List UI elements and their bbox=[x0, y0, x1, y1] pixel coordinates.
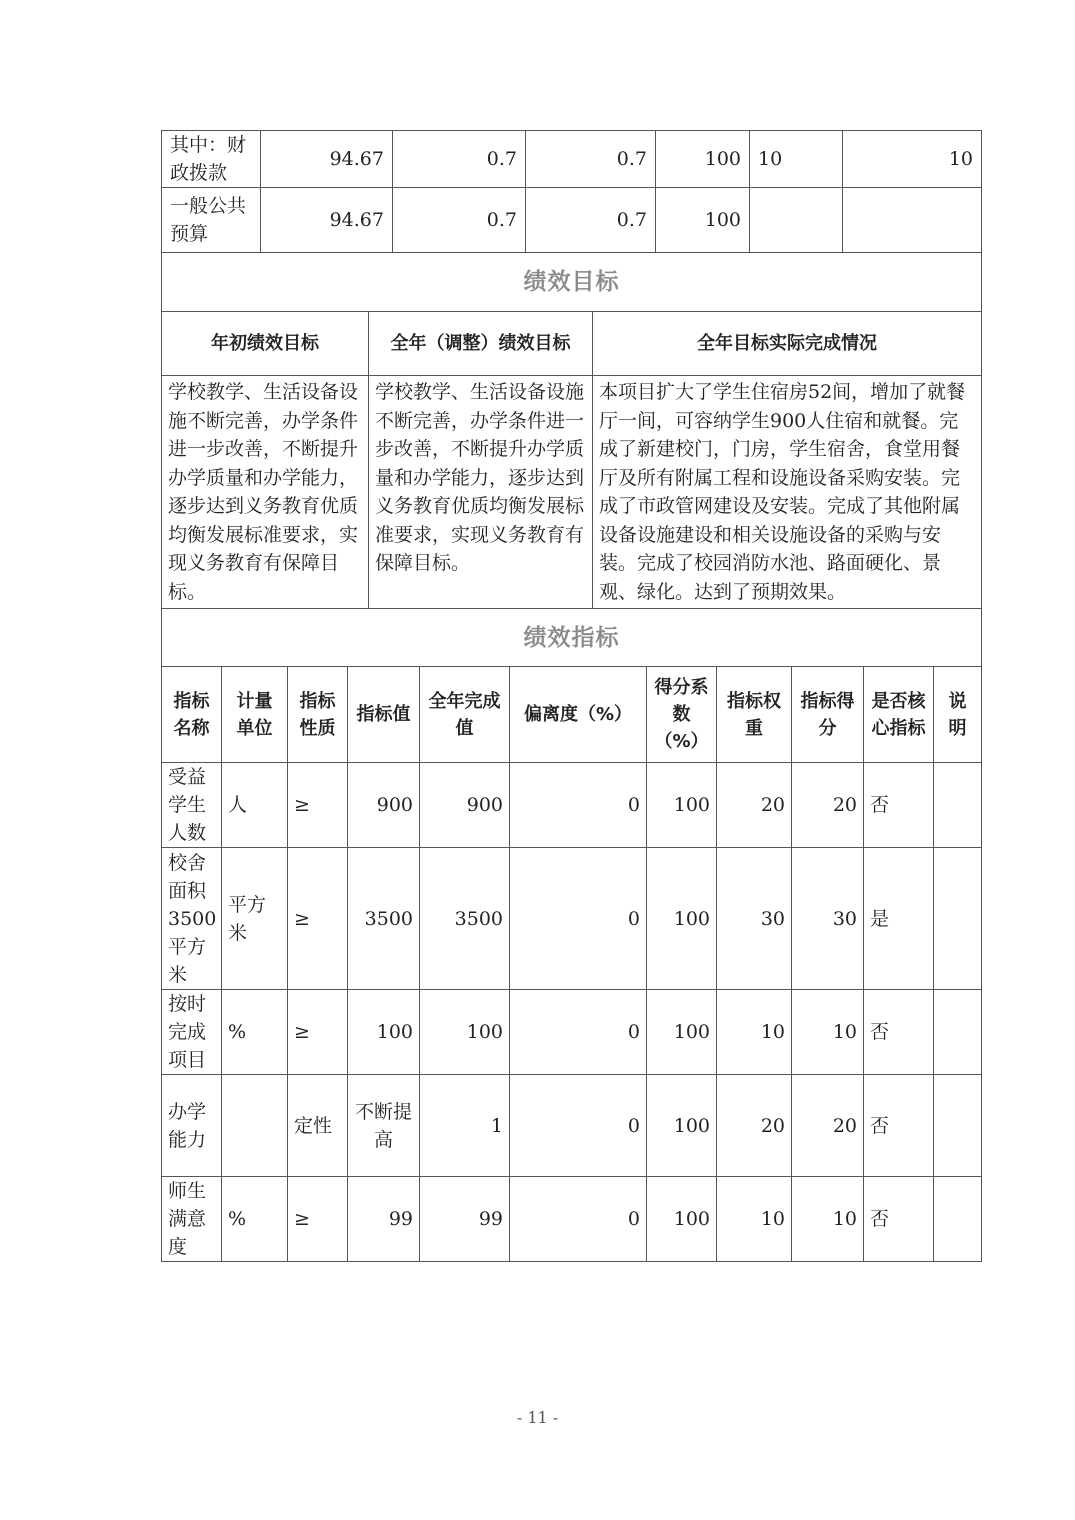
indicator-core: 否 bbox=[864, 990, 934, 1075]
indicator-unit: 人 bbox=[222, 763, 288, 848]
indicator-note bbox=[934, 990, 982, 1075]
header-indicator-name: 指标名称 bbox=[162, 667, 222, 763]
indicator-deviation: 0 bbox=[510, 1075, 647, 1177]
indicator-unit: 平方米 bbox=[222, 848, 288, 990]
header-target: 指标值 bbox=[348, 667, 420, 763]
indicator-coef: 100 bbox=[647, 763, 717, 848]
indicator-coef: 100 bbox=[647, 848, 717, 990]
indicator-actual: 99 bbox=[420, 1177, 510, 1262]
table-row bbox=[162, 848, 982, 990]
indicator-actual: 1 bbox=[420, 1075, 510, 1177]
funding-cell: 10 bbox=[750, 131, 843, 188]
performance-report bbox=[161, 130, 981, 1262]
table-row bbox=[162, 990, 982, 1075]
indicators-table bbox=[161, 608, 982, 1262]
funding-row bbox=[162, 188, 982, 253]
indicators-header-row bbox=[162, 667, 982, 763]
indicator-target: 3500 bbox=[348, 848, 420, 990]
indicator-deviation: 0 bbox=[510, 990, 647, 1075]
goals-header-adjusted: 全年（调整）绩效目标 bbox=[369, 312, 593, 376]
indicator-core: 否 bbox=[864, 1075, 934, 1177]
goals-table bbox=[161, 252, 982, 609]
funding-cell: 10 bbox=[843, 131, 982, 188]
header-core: 是否核心指标 bbox=[864, 667, 934, 763]
indicator-note bbox=[934, 1177, 982, 1262]
indicator-core: 是 bbox=[864, 848, 934, 990]
indicator-note bbox=[934, 848, 982, 990]
indicator-nature: ≥ bbox=[288, 848, 348, 990]
indicator-unit: % bbox=[222, 1177, 288, 1262]
table-row bbox=[162, 763, 982, 848]
indicator-target: 不断提高 bbox=[348, 1075, 420, 1177]
header-note: 说明 bbox=[934, 667, 982, 763]
indicator-score: 20 bbox=[792, 763, 864, 848]
indicator-target: 900 bbox=[348, 763, 420, 848]
goal-initial-text: 学校教学、生活设备设施不断完善，办学条件进一步改善，不断提升办学质量和办学能力，逐步达到义务教育优质均衡发展标准要求，实现义务教育有保障目标。 bbox=[162, 376, 369, 609]
funding-cell: 100 bbox=[656, 131, 750, 188]
indicator-actual: 100 bbox=[420, 990, 510, 1075]
indicator-score: 10 bbox=[792, 1177, 864, 1262]
indicator-actual: 900 bbox=[420, 763, 510, 848]
funding-cell: 0.7 bbox=[393, 131, 526, 188]
funding-cell bbox=[750, 188, 843, 253]
indicator-nature: 定性 bbox=[288, 1075, 348, 1177]
indicator-deviation: 0 bbox=[510, 763, 647, 848]
indicators-section-title: 绩效指标 bbox=[162, 609, 982, 667]
indicator-weight: 10 bbox=[717, 990, 792, 1075]
page-number: - 11 - bbox=[516, 1408, 559, 1427]
header-score: 指标得分 bbox=[792, 667, 864, 763]
table-row bbox=[162, 1177, 982, 1262]
funding-cell: 94.67 bbox=[261, 131, 393, 188]
indicator-name: 师生满意度 bbox=[162, 1177, 222, 1262]
header-coef: 得分系数（%） bbox=[647, 667, 717, 763]
table-row bbox=[162, 1075, 982, 1177]
indicator-nature: ≥ bbox=[288, 990, 348, 1075]
indicator-coef: 100 bbox=[647, 1075, 717, 1177]
indicator-weight: 10 bbox=[717, 1177, 792, 1262]
indicator-target: 100 bbox=[348, 990, 420, 1075]
indicator-weight: 20 bbox=[717, 1075, 792, 1177]
funding-cell: 0.7 bbox=[526, 131, 656, 188]
indicator-weight: 20 bbox=[717, 763, 792, 848]
goals-header-actual: 全年目标实际完成情况 bbox=[593, 312, 982, 376]
header-unit: 计量单位 bbox=[222, 667, 288, 763]
goals-header-initial: 年初绩效目标 bbox=[162, 312, 369, 376]
indicator-note bbox=[934, 1075, 982, 1177]
goal-adjusted-text: 学校教学、生活设备设施不断完善，办学条件进一步改善，不断提升办学质量和办学能力，逐步达到义务教育优质均衡发展标准要求，实现义务教育有保障目标。 bbox=[369, 376, 593, 609]
goal-actual-text: 本项目扩大了学生住宿房52间，增加了就餐厅一间，可容纳学生900人住宿和就餐。完成了新建校门，门房，学生宿舍，食堂用餐厅及所有附属工程和设施设备采购安装。完成了市政管网建设及安装。完成了其他附属设备设施建设和相关设施设备的采购与安装。完成了校园消防水池、路面硬化、景观、绿化。达到了预期效果。 bbox=[593, 376, 982, 609]
funding-cell bbox=[843, 188, 982, 253]
indicator-coef: 100 bbox=[647, 990, 717, 1075]
indicator-nature: ≥ bbox=[288, 763, 348, 848]
indicator-nature: ≥ bbox=[288, 1177, 348, 1262]
header-actual: 全年完成值 bbox=[420, 667, 510, 763]
funding-table bbox=[161, 130, 982, 253]
indicator-score: 20 bbox=[792, 1075, 864, 1177]
indicator-deviation: 0 bbox=[510, 848, 647, 990]
funding-cell: 0.7 bbox=[526, 188, 656, 253]
goals-section-title: 绩效目标 bbox=[162, 253, 982, 312]
indicator-name: 按时完成项目 bbox=[162, 990, 222, 1075]
indicator-name: 校舍面积3500平方米 bbox=[162, 848, 222, 990]
indicator-name: 办学能力 bbox=[162, 1075, 222, 1177]
indicator-score: 30 bbox=[792, 848, 864, 990]
indicator-target: 99 bbox=[348, 1177, 420, 1262]
header-deviation: 偏离度（%） bbox=[510, 667, 647, 763]
header-weight: 指标权重 bbox=[717, 667, 792, 763]
indicator-coef: 100 bbox=[647, 1177, 717, 1262]
funding-row bbox=[162, 131, 982, 188]
funding-cell: 94.67 bbox=[261, 188, 393, 253]
funding-label: 一般公共预算 bbox=[162, 188, 261, 253]
indicator-core: 否 bbox=[864, 1177, 934, 1262]
header-nature: 指标性质 bbox=[288, 667, 348, 763]
indicator-name: 受益学生人数 bbox=[162, 763, 222, 848]
indicator-weight: 30 bbox=[717, 848, 792, 990]
indicator-unit bbox=[222, 1075, 288, 1177]
funding-cell: 100 bbox=[656, 188, 750, 253]
indicator-deviation: 0 bbox=[510, 1177, 647, 1262]
indicator-core: 否 bbox=[864, 763, 934, 848]
indicator-unit: % bbox=[222, 990, 288, 1075]
indicator-actual: 3500 bbox=[420, 848, 510, 990]
funding-label: 其中：财政拨款 bbox=[162, 131, 261, 188]
funding-cell: 0.7 bbox=[393, 188, 526, 253]
indicator-score: 10 bbox=[792, 990, 864, 1075]
indicator-note bbox=[934, 763, 982, 848]
